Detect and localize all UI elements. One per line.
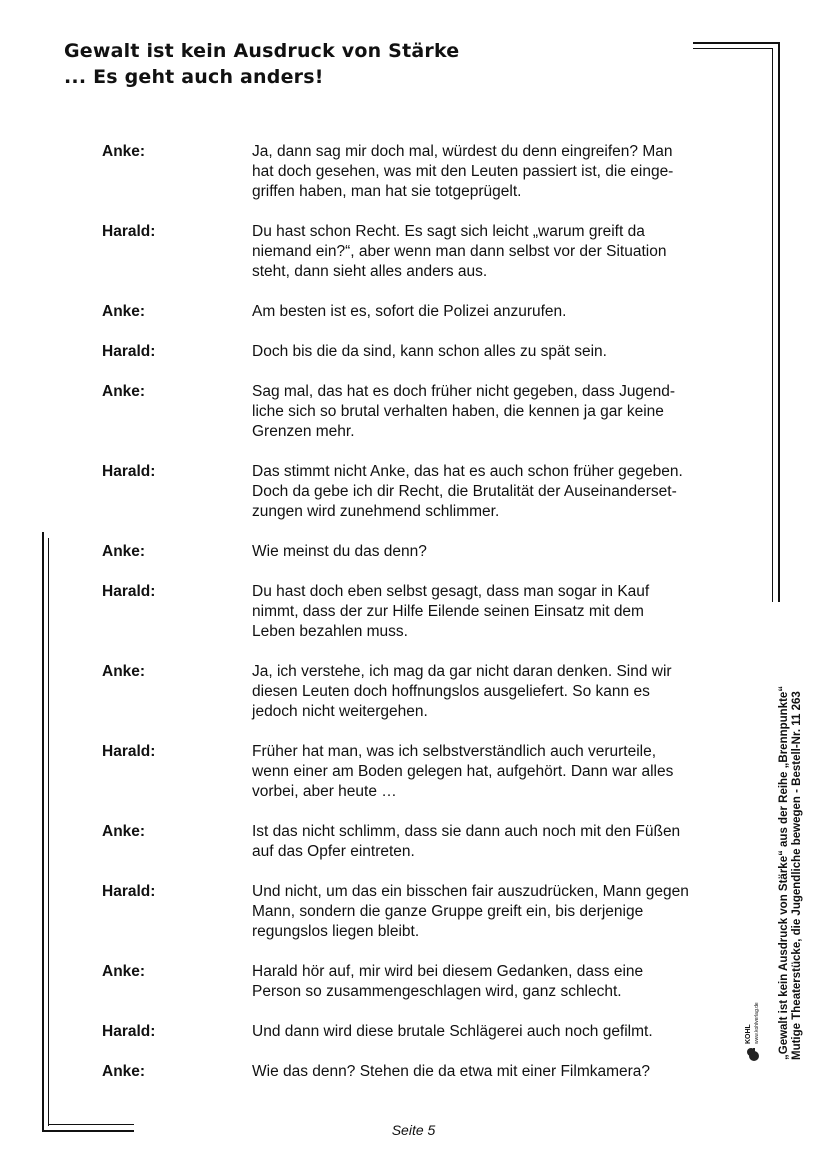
speech-line: Wie meinst du das denn?: [252, 543, 427, 560]
speech-line: diesen Leuten doch hoffnungslos ausgeliefert. So kann es: [252, 683, 650, 700]
speech-text: [252, 1022, 732, 1042]
speech-line: jedoch nicht weitergehen.: [252, 703, 428, 720]
speech-line: nimmt, dass der zur Hilfe Eilende seinen Einsatz mit dem: [252, 603, 644, 620]
publisher-logo-name: KOHL: [745, 1024, 752, 1044]
speech-line: Du hast doch eben selbst gesagt, dass man sogar in Kauf: [252, 583, 650, 600]
speech-text: [252, 142, 732, 202]
speech-text: [252, 742, 732, 802]
speaker-name: Harald:: [102, 1023, 156, 1040]
speech-text: [252, 222, 732, 282]
side-note-line-2: Mutige Theaterstücke, die Jugendliche bewegen - Bestell-Nr. 11 263: [791, 691, 803, 1060]
speech-line: Und nicht, um das ein bisschen fair auszudrücken, Mann gegen: [252, 883, 689, 900]
speaker-name: Anke:: [102, 1063, 146, 1080]
speech-text: [252, 342, 732, 362]
speech-text: [252, 582, 732, 642]
speaker-name: Harald:: [102, 463, 156, 480]
speech-line: wenn einer am Boden gelegen hat, aufgehört. Dann war alles: [252, 763, 674, 780]
speech-line: Doch bis die da sind, kann schon alles zu spät sein.: [252, 343, 607, 360]
speech-line: Person so zusammengeschlagen wird, ganz schlecht.: [252, 983, 622, 1000]
speaker-name: Anke:: [102, 143, 146, 160]
speech-text: [252, 1062, 732, 1082]
frame-top-right-vertical-outer: [778, 42, 780, 602]
speech-line: Sag mal, das hat es doch früher nicht gegeben, dass Jugend-: [252, 383, 676, 400]
speech-text: [252, 382, 732, 442]
speaker-name: Anke:: [102, 663, 146, 680]
page-title: [64, 38, 459, 90]
speech-line: auf das Opfer eintreten.: [252, 843, 415, 860]
speaker-name: Harald:: [102, 583, 156, 600]
speech-line: regungslos liegen bleibt.: [252, 923, 420, 940]
publisher-logo: [745, 1002, 763, 1062]
title-line-1: Gewalt ist kein Ausdruck von Stärke: [64, 40, 460, 62]
speech-line: Doch da gebe ich dir Recht, die Brutalität der Auseinanderset-: [252, 483, 677, 500]
title-line-2: ... Es geht auch anders!: [64, 66, 324, 88]
frame-bottom-left-vertical-inner: [48, 538, 49, 1126]
speech-line: Harald hör auf, mir wird bei diesem Gedanken, dass eine: [252, 963, 644, 980]
side-note-line-1: „Gewalt ist kein Ausdruck von Stärke“ aus der Reihe „Brennpunkte“: [778, 685, 790, 1060]
speech-text: [252, 822, 732, 862]
frame-top-right-horizontal-inner: [693, 48, 773, 49]
speech-line: Früher hat man, was ich selbstverständlich auch verurteile,: [252, 743, 657, 760]
speech-line: Ja, dann sag mir doch mal, würdest du denn eingreifen? Man: [252, 143, 673, 160]
speech-text: [252, 962, 732, 1002]
speaker-name: Anke:: [102, 963, 146, 980]
frame-top-right-horizontal-outer: [693, 42, 779, 44]
speech-line: Mann, sondern die ganze Gruppe greift ein, bis derjenige: [252, 903, 644, 920]
speech-line: hat doch gesehen, was mit den Leuten passiert ist, die einge-: [252, 163, 674, 180]
speech-text: [252, 462, 732, 522]
speech-line: zungen wird zunehmend schlimmer.: [252, 503, 500, 520]
speaker-name: Anke:: [102, 823, 146, 840]
speech-line: griffen haben, man hat sie totgeprügelt.: [252, 183, 522, 200]
speech-text: [252, 882, 732, 942]
frame-top-right-vertical-inner: [772, 48, 773, 602]
speech-line: Und dann wird diese brutale Schlägerei auch noch gefilmt.: [252, 1023, 653, 1040]
speech-text: [252, 302, 732, 322]
speech-line: steht, dann sieht alles anders aus.: [252, 263, 488, 280]
page-number: Seite 5: [391, 1122, 436, 1138]
speaker-name: Anke:: [102, 303, 146, 320]
speech-line: niemand ein?“, aber wenn man dann selbst vor der Situation: [252, 243, 667, 260]
speech-line: Ja, ich verstehe, ich mag da gar nicht daran denken. Sind wir: [252, 663, 672, 680]
speech-line: vorbei, aber heute …: [252, 783, 397, 800]
side-publication-note: [778, 600, 804, 1060]
speech-line: liche sich so brutal verhalten haben, die kennen ja gar keine: [252, 403, 664, 420]
speech-line: Du hast schon Recht. Es sagt sich leicht „warum greift da: [252, 223, 645, 240]
speech-line: Am besten ist es, sofort die Polizei anzurufen.: [252, 303, 567, 320]
speech-line: Das stimmt nicht Anke, das hat es auch schon früher gegeben.: [252, 463, 683, 480]
speaker-name: Harald:: [102, 343, 156, 360]
speech-line: Leben bezahlen muss.: [252, 623, 408, 640]
speech-text: [252, 542, 732, 562]
speech-line: Wie das denn? Stehen die da etwa mit einer Filmkamera?: [252, 1063, 651, 1080]
speech-line: Ist das nicht schlimm, dass sie dann auch noch mit den Füßen: [252, 823, 681, 840]
speaker-name: Anke:: [102, 383, 146, 400]
speaker-name: Anke:: [102, 543, 146, 560]
speaker-name: Harald:: [102, 743, 156, 760]
speech-line: Grenzen mehr.: [252, 423, 355, 440]
publisher-logo-url: www.kohlverlag.de: [754, 1002, 760, 1044]
speech-text: [252, 662, 732, 722]
speaker-name: Harald:: [102, 883, 156, 900]
speaker-name: Harald:: [102, 223, 156, 240]
frame-bottom-left-vertical-outer: [42, 532, 44, 1132]
